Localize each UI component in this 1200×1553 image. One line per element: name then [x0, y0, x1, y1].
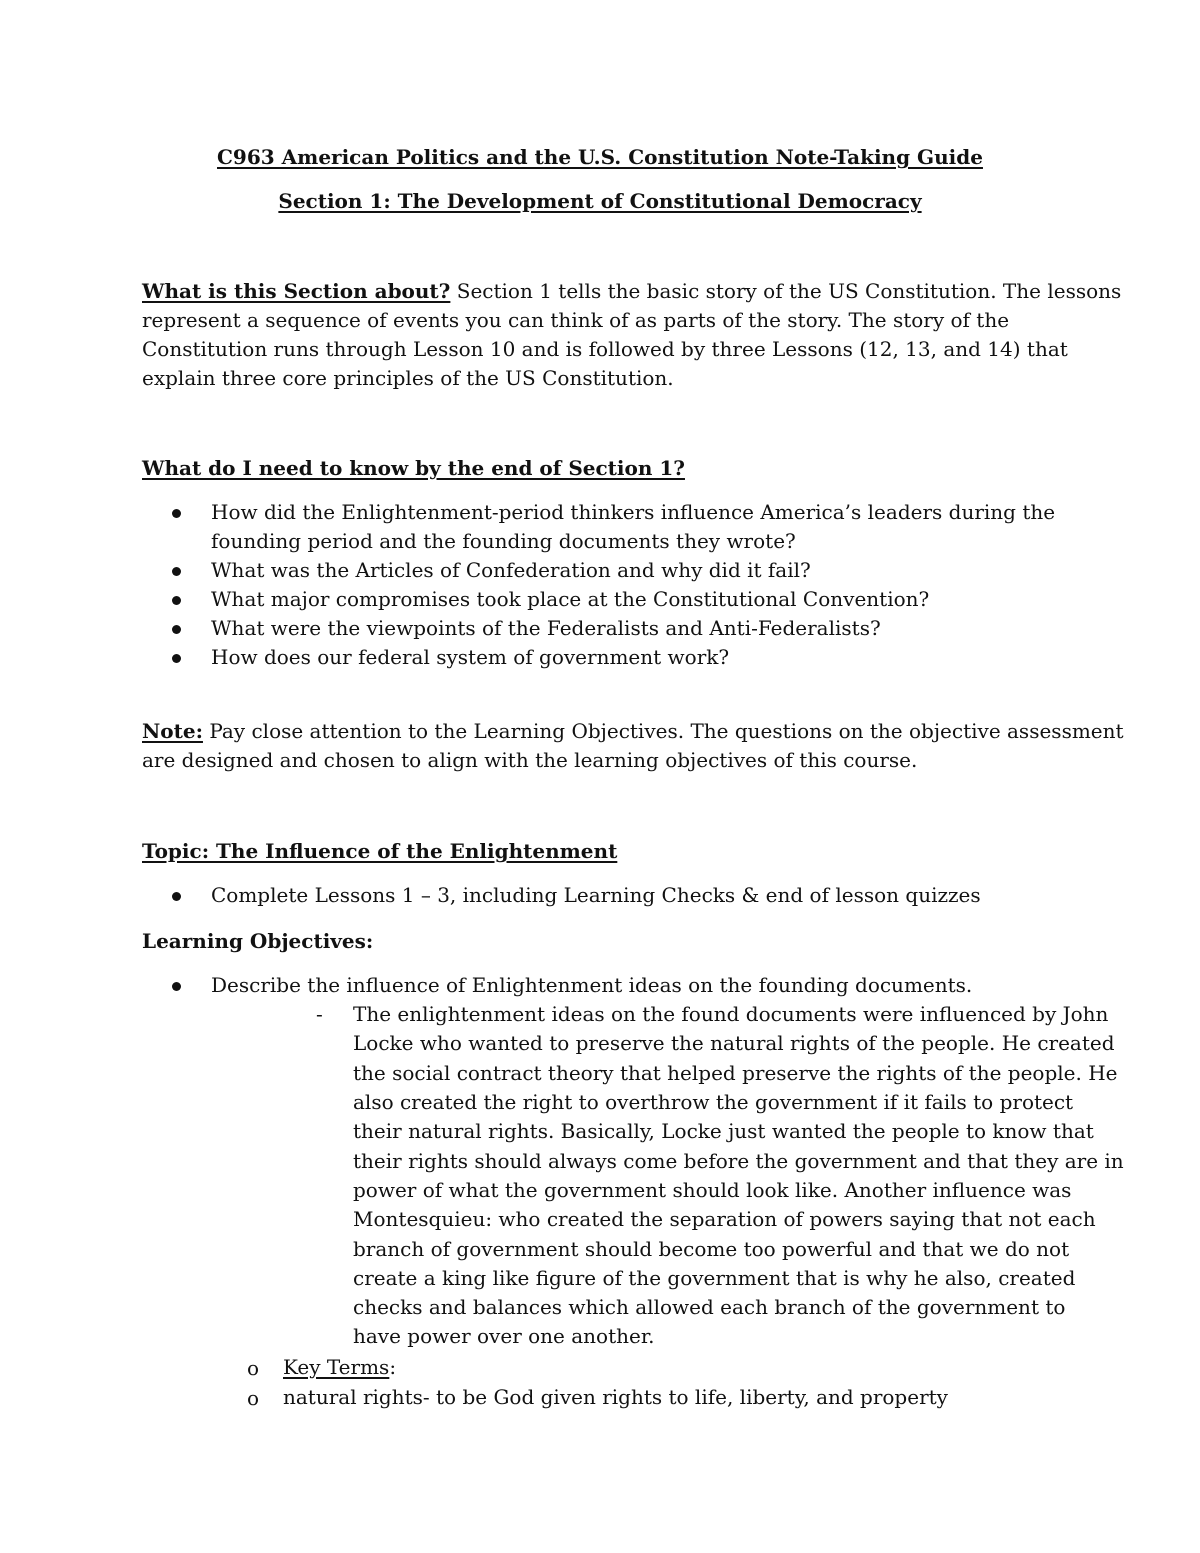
- answer-line-12: have power over one another.: [353, 1324, 655, 1348]
- answer-line-6: their rights should always come before the government and that they are in: [353, 1149, 1124, 1173]
- know-item-3: What major compromises took place at the Constitutional Convention?: [211, 587, 930, 611]
- circle-bullet-icon: o: [247, 1386, 260, 1410]
- answer-line-8: Montesquieu: who created the separation of powers saying that not each: [353, 1207, 1096, 1231]
- topic-item: Complete Lessons 1 – 3, including Learning Checks & end of lesson quizzes: [211, 883, 981, 907]
- about-paragraph-line-3: Constitution runs through Lesson 10 and is followed by three Lessons (12, 13, and 14) that: [142, 337, 1068, 361]
- note-text: Pay close attention to the Learning Objectives. The questions on the objective assessment: [202, 719, 1124, 743]
- know-item-2: What was the Articles of Confederation and why did it fail?: [211, 558, 811, 582]
- answer-line-2: Locke who wanted to preserve the natural rights of the people. He created: [353, 1031, 1115, 1055]
- know-item-4: What were the viewpoints of the Federalists and Anti-Federalists?: [211, 616, 881, 640]
- know-heading: What do I need to know by the end of Section 1?: [142, 456, 685, 480]
- about-paragraph-line-2: represent a sequence of events you can think of as parts of the story. The story of the: [142, 308, 1010, 332]
- about-paragraph-line-4: explain three core principles of the US Constitution.: [142, 366, 674, 390]
- answer-line-3: the social contract theory that helped preserve the rights of the people. He: [353, 1061, 1118, 1085]
- bullet-icon: [172, 596, 181, 605]
- objectives-heading: Learning Objectives:: [142, 929, 374, 953]
- key-terms-label: Key Terms: [283, 1355, 390, 1379]
- answer-line-4: also created the right to overthrow the government if it fails to protect: [353, 1090, 1074, 1114]
- bullet-icon: [172, 509, 181, 518]
- document-title: C963 American Politics and the U.S. Constitution Note-Taking Guide: [217, 145, 983, 169]
- answer-line-11: checks and balances which allowed each branch of the government to: [353, 1295, 1066, 1319]
- objective-item: Describe the influence of Enlightenment ideas on the founding documents.: [211, 973, 973, 997]
- bullet-icon: [172, 567, 181, 576]
- note-line-2: are designed and chosen to align with the learning objectives of this course.: [142, 748, 918, 772]
- key-terms-colon: :: [389, 1355, 397, 1379]
- know-item-1-line-1: How did the Enlightenment-period thinkers influence America’s leaders during the: [211, 500, 1056, 524]
- answer-line-5: their natural rights. Basically, Locke just wanted the people to know that: [353, 1119, 1094, 1143]
- know-item-5: How does our federal system of government work?: [211, 645, 730, 669]
- bullet-icon: [172, 892, 181, 901]
- know-item-1-line-2: founding period and the founding documents they wrote?: [211, 529, 796, 553]
- about-paragraph-line-1: [142, 277, 1121, 306]
- section-title: Section 1: The Development of Constitutional Democracy: [278, 189, 922, 213]
- bullet-icon: [172, 982, 181, 991]
- note-line-1: [142, 717, 1124, 746]
- answer-line-10: create a king like figure of the government that is why he also, created: [353, 1266, 1076, 1290]
- dash-marker: -: [316, 1002, 323, 1026]
- bullet-icon: [172, 654, 181, 663]
- answer-line-9: branch of government should become too powerful and that we do not: [353, 1237, 1070, 1261]
- about-text: Section 1 tells the basic story of the US Constitution. The lessons: [450, 279, 1122, 303]
- note-label: Note:: [142, 719, 203, 743]
- about-label: What is this Section about?: [142, 279, 451, 303]
- topic-heading: Topic: The Influence of the Enlightenment: [142, 839, 618, 863]
- answer-line-7: power of what the government should look like. Another influence was: [353, 1178, 1072, 1202]
- answer-line-1: The enlightenment ideas on the found documents were influenced by John: [353, 1002, 1109, 1026]
- key-terms-line: [283, 1353, 396, 1382]
- bullet-icon: [172, 625, 181, 634]
- circle-bullet-icon: o: [247, 1356, 260, 1380]
- key-term-natural-rights: natural rights- to be God given rights to life, liberty, and property: [283, 1385, 948, 1409]
